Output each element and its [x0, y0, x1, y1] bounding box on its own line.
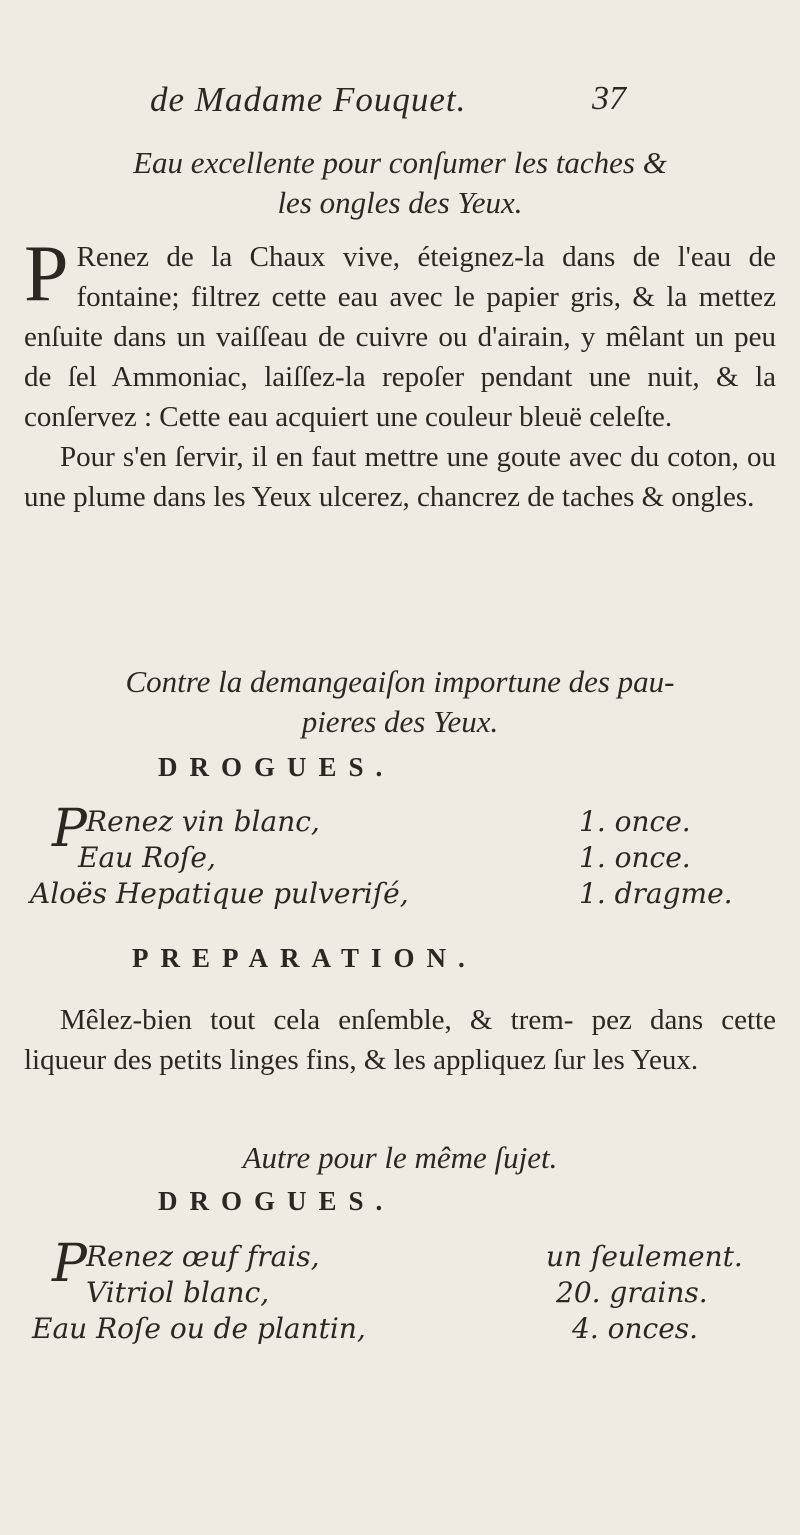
section-demangeaison	[24, 662, 776, 742]
text-line: un peu de ſel Ammoniac, laiſſez-la repoſer	[24, 321, 776, 393]
drogues-title: DROGUES.	[158, 1186, 395, 1216]
section-eau-excellente	[24, 143, 776, 517]
text-line: eau acquiert une couleur bleuë celeſte.	[227, 401, 673, 433]
preparation-title: PREPARATION.	[132, 943, 477, 973]
text-line: dans de l'eau de fontaine; filtrez cette eau	[76, 241, 776, 313]
ingredient-qty: 1. once.	[579, 805, 691, 838]
ingredient-name: Eau Roſe,	[78, 841, 216, 874]
paragraph-usage	[24, 437, 776, 517]
ingredient-name: Aloës Hepatique pulveriſé,	[30, 877, 409, 910]
ingredient-name: Vitriol blanc,	[86, 1276, 270, 1309]
text-line: Mêlez-bien tout cela enſemble, & trem-	[60, 1004, 592, 1036]
preparation-text	[24, 1000, 776, 1080]
heading-line-1: Contre la demangeaiſon importune des pau-	[125, 664, 675, 699]
text-line: Pour s'en ſervir, il en faut mettre une	[60, 441, 497, 473]
ingredient-qty: 20. grains.	[556, 1276, 708, 1309]
drop-cap: P	[52, 799, 87, 859]
text-line: & les appliquez ſur les Yeux.	[363, 1044, 699, 1076]
ingredient-row	[24, 877, 776, 913]
ingredient-row	[24, 1276, 776, 1312]
text-line: Renez de la Chaux vive, éteignez-la	[76, 241, 563, 273]
heading-line-1: Eau excellente pour conſumer les taches &	[133, 145, 667, 180]
section-heading	[24, 662, 776, 742]
heading-line-2: pieres des Yeux.	[301, 704, 499, 739]
section-autre	[24, 1138, 776, 1178]
ingredient-row	[24, 1240, 776, 1276]
text-line: avec le papier gris, & la mettez enſuite dans	[24, 281, 776, 353]
ingredient-qty: 1. once.	[579, 841, 691, 874]
page-number: 37	[592, 80, 626, 117]
running-head	[0, 80, 800, 130]
text-line: goute avec du coton, ou une plume dans les	[24, 441, 776, 513]
ingredient-row	[24, 1312, 776, 1348]
text-line: un vaiſſeau de cuivre ou d'airain, y mêlant	[176, 321, 695, 353]
section-heading	[24, 143, 776, 223]
paragraph-recipe	[24, 230, 776, 437]
ingredient-list	[24, 1234, 776, 1348]
ingredient-name: Eau Roſe ou de plantin,	[32, 1312, 366, 1345]
heading-line-2: les ongles des Yeux.	[277, 185, 523, 220]
ingredient-row	[24, 841, 776, 877]
running-title: de Madame Fouquet.	[150, 80, 467, 119]
ingredient-qty: 4. onces.	[572, 1312, 699, 1345]
drogues-title: DROGUES.	[158, 752, 395, 782]
ingredient-qty: 1. dragme.	[579, 877, 733, 910]
section-heading: Autre pour le même ſujet.	[242, 1140, 558, 1175]
ingredient-name: Renez vin blanc,	[86, 805, 320, 838]
ingredient-name: Renez œuf frais,	[86, 1240, 320, 1273]
paragraph-preparation	[24, 1000, 776, 1080]
ingredient-qty: un ſeulement.	[546, 1240, 743, 1273]
ingredient-row	[24, 805, 776, 841]
text-line: pendant une nuit, & la conſervez : Cette	[24, 361, 776, 433]
drop-cap: P	[52, 1234, 87, 1294]
text-line: Yeux ulcerez, chancrez de taches & ongles.	[251, 481, 755, 513]
text-line: pez dans cette liqueur des petits linges fins,	[24, 1004, 776, 1076]
ingredient-list	[24, 799, 776, 913]
drop-cap: P	[24, 230, 69, 318]
